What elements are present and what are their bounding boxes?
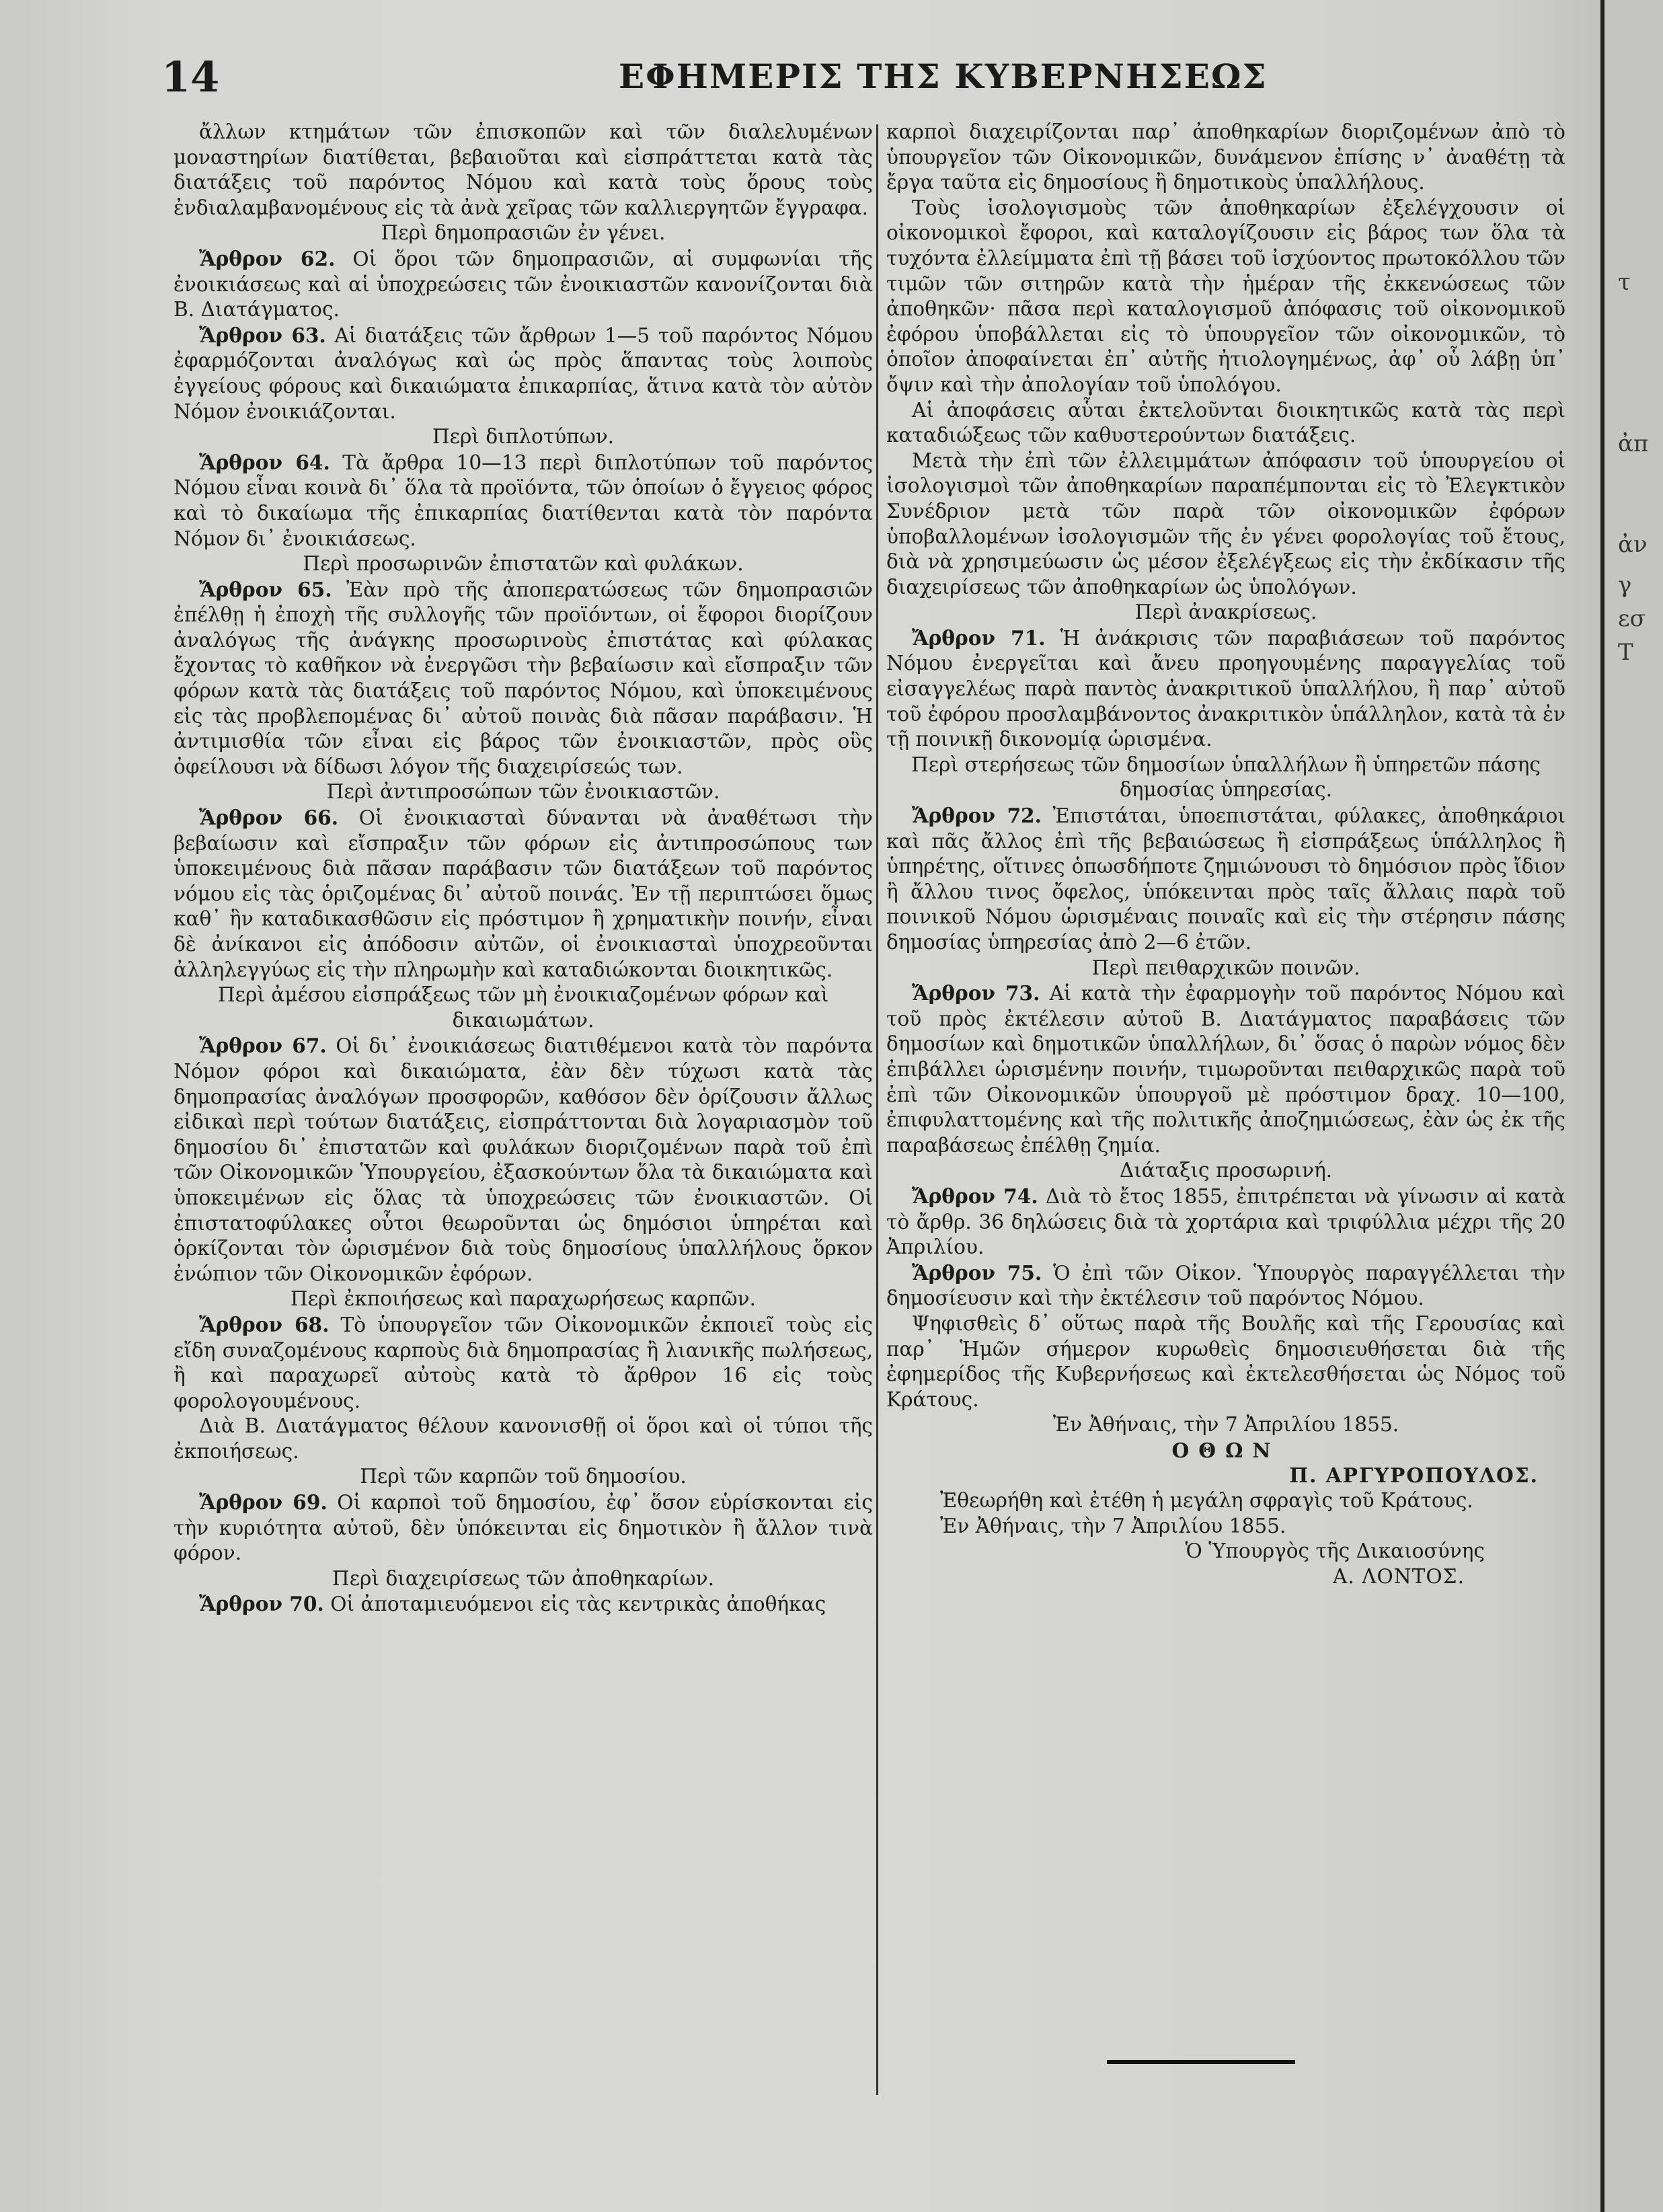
article-paragraph	[173, 805, 873, 983]
text: Οἱ δι᾽ ἐνοικιάσεως διατιθέμενοι κατὰ τὸν παρόντα Νόμον φόροι καὶ δικαιώματα, ἐὰν δὲν τύχωσι κατὰ τὰς δημοπρασίας ἀναλόγων προσφορῶν, καθόσον δὲν ὁρίζουσιν ἄλλως εἰδικαὶ περὶ τούτων διατάξεις, εἰσπράττονται διὰ λογαριασμὸν τοῦ δημοσίου δι᾽ ἐπιστατῶν καὶ φυλάκων διοριζομένων παρὰ τοῦ ἐπὶ τῶν Οἰκονομικῶν Ὑπουργείου, ἐξασκούντων ὅλα τὰ δικαιώματα καὶ ὑποκειμένων εἰς ὅλας τὰ ὑποχρεώσεις τῶν ἐνοικιαστῶν. Οἱ ἐπιστατοφύλακες οὗτοι θεωροῦνται ὡς δημόσιοι ὑπηρέται καὶ ὁρκίζονται τὸν ὡρισμένον διὰ τοὺς δημοσίους ὑπαλλήλους ὅρκον ἐνώπιον τῶν Οἰκονομικῶν ἐφόρων.	[173, 1034, 873, 1285]
article-label: Ἄρθρον 65.	[199, 577, 332, 601]
article-paragraph	[173, 577, 873, 780]
article-paragraph	[173, 450, 873, 551]
section-heading	[173, 1566, 873, 1592]
section-heading	[886, 753, 1565, 803]
margin-fragment: εσ	[1618, 605, 1646, 632]
section-heading	[886, 600, 1565, 625]
paragraph	[886, 120, 1565, 196]
article-paragraph	[173, 1490, 873, 1566]
text: Περὶ ἀντιπροσώπων τῶν ἐνοικιαστῶν.	[326, 780, 720, 804]
section-heading	[173, 1464, 873, 1490]
signature-line	[886, 1514, 1565, 1539]
margin-fragment: Τ	[1618, 639, 1633, 666]
signature-line	[886, 1539, 1565, 1564]
text: Περὶ διπλοτύπων.	[432, 425, 615, 449]
text: Ἡ ἀνάκρισις τῶν παραβιάσεων τοῦ παρόντος Νόμου ἐνεργεῖται καὶ ἄνευ προηγουμένης παραγγελίας τοῦ εἰσαγγελέως παρὰ παντὸς ἀνακριτικοῦ ὑπαλλήλου, ἢ παρ᾽ αὐτοῦ τοῦ ἐφόρου προσλαμβάνοντος ἀνακριτικὸν ὑπάλληλον, κατὰ τὰ ἐν τῇ ποινικῇ δικονομίᾳ ὡρισμένα.	[886, 626, 1565, 751]
article-paragraph	[173, 1312, 873, 1414]
text: ΟΘΩΝ	[1171, 1438, 1280, 1462]
running-title: ΕΦΗΜΕΡΙΣ ΤΗΣ ΚΥΒΕΡΝΗΣΕΩΣ	[619, 56, 1268, 96]
section-heading	[173, 424, 873, 450]
article-paragraph	[886, 625, 1565, 753]
text: Περὶ ἀνακρίσεως.	[1134, 601, 1317, 624]
text: καρποὶ διαχειρίζονται παρ᾽ ἀποθηκαρίων διοριζομένων ἀπὸ τὸ ὑπουργεῖον τῶν Οἰκονομικῶν, δυνάμενον ἐπίσης ν᾽ ἀναθέτῃ τὰ ἔργα ταῦτα εἰς δημοσίους ἢ δημοτικοὺς ὑπαλλήλους.	[886, 120, 1565, 194]
paragraph	[173, 1414, 873, 1464]
section-heading	[173, 551, 873, 577]
text: Ἐπιστάται, ὑποεπιστάται, φύλακες, ἀποθηκάριοι καὶ πᾶς ἄλλος ἐπὶ τῆς βεβαιώσεως ἢ εἰσπράξεως ὑπάλληλος ἢ ὑπηρέτης, οἵτινες ὁπωσδήποτε ζημιώνουσι τὸ δημόσιον πρὸς ἴδιον ἢ ἄλλου τινος ὄφελος, ὑπόκεινται πρὸς ταῖς ἄλλαις παρὰ τοῦ ποινικοῦ Νόμου ὡρισμέναις ποιναῖς καὶ εἰς τὴν στέρησιν πάσης δημοσίας ὑπηρεσίας ἀπὸ 2—6 ἐτῶν.	[886, 804, 1565, 954]
section-heading	[173, 221, 873, 246]
article-paragraph	[173, 1033, 873, 1287]
text: Περὶ διαχειρίσεως τῶν ἀποθηκαρίων.	[332, 1566, 715, 1590]
text: Μετὰ τὴν ἐπὶ τῶν ἐλλειμμάτων ἀπόφασιν τοῦ ὑπουργείου οἱ ἰσολογισμοὶ τῶν ἀποθηκαρίων παραπέμπονται εἰς τὸ Ἐλεγκτικὸν Συνέδριον μετὰ τῶν παρὰ τῶν οἰκονομικῶν ἐφόρων ὑποβαλλομένων ἰσολογισμῶν τῆς ἐν γένει φορολογίας τοῦ ἔτους, διὰ νὰ χρησιμεύωσιν ὡς μέσον ἐξελέγξεως εἰς τὴν ἐκδίκασιν τῆς διαχειρίσεως τῶν ἀποθηκαρίων ὡς ὑπολόγων.	[886, 449, 1565, 599]
signature-line	[886, 1438, 1565, 1463]
section-heading	[886, 1158, 1565, 1184]
text: ἄλλων κτημάτων τῶν ἐπισκοπῶν καὶ τῶν διαλελυμένων μοναστηρίων διατίθεται, βεβαιοῦται καὶ εἰσπράττεται κατὰ τὰς διατάξεις τοῦ παρόντος Νόμου καὶ κατὰ τοὺς ὅρους τοὺς ἐνδιαλαμβανομένους εἰς τὰ ἀνὰ χεῖρας τῶν καλλιεργητῶν ἔγγραφα.	[173, 120, 873, 219]
paragraph	[886, 1412, 1565, 1438]
margin-fragment: ἀπ	[1618, 430, 1649, 457]
article-paragraph	[173, 1591, 873, 1617]
text: Αἱ ἀποφάσεις αὗται ἐκτελοῦνται διοικητικῶς κατὰ τὰς περὶ καταδιώξεως τῶν καθυστερούντων διατάξεις.	[886, 398, 1565, 447]
article-label: Ἄρθρον 72.	[912, 804, 1042, 828]
text: Περὶ ἐκποιήσεως καὶ παραχωρήσεως καρπῶν.	[290, 1287, 757, 1311]
text: Ὁ Ὑπουργὸς τῆς Δικαιοσύνης	[1185, 1539, 1485, 1563]
signature-line	[886, 1463, 1565, 1488]
text: Οἱ ἐνοικιασταὶ δύνανται νὰ ἀναθέτωσι τὴν βεβαίωσιν καὶ εἴσπραξιν τῶν φόρων εἰς ἀντιπροσώπους των ὑποκειμένους διὰ πᾶσαν παράβασιν τῶν διατάξεων τοῦ παρόντος νόμου εἰς τὰς ὁριζομένας δι᾽ αὐτοῦ ποινάς. Ἐν τῇ περιπτώσει ὅμως καθ᾽ ἣν καταδικασθῶσιν εἰς πρόστιμον ἢ χρηματικὴν ποινήν, εἶναι δὲ ἀνίκανοι εἰς ἀπόδοσιν αὐτῶν, οἱ ἐνοικιασταὶ ὑποχρεοῦνται ἀλληλεγγύως εἰς τὴν πληρωμὴν καὶ καταδιώκονται διοικητικῶς.	[173, 806, 873, 981]
text: Ἐὰν πρὸ τῆς ἀποπερατώσεως τῶν δημοπρασιῶν ἐπέλθῃ ἡ ἐποχὴ τῆς συλλογῆς τῶν προϊόντων, οἱ ἔφοροι διορίζουν ἀναλόγως τῆς ἀνάγκης προσωρινοὺς ἐπιστάτας καὶ φύλακας ἔχοντας τὸ καθῆκον νὰ ἐνεργῶσι τὴν βεβαίωσιν καὶ εἴσπραξιν τῶν φόρων κατὰ τὰς διατάξεις τοῦ παρόντος Νόμου, καὶ ὑποκειμένους εἰς τὰς προβλεπομένας δι᾽ αὐτοῦ ποινὰς διὰ πᾶσαν παράβασιν. Ἡ ἀντιμισθία τῶν εἶναι εἰς βάρος τῶν ἐνοικιαστῶν, πρὸς οὓς ὀφείλουσι νὰ δίδωσι λόγον τῆς διαχειρίσεώς των.	[173, 578, 873, 778]
end-rule	[1107, 2060, 1295, 2064]
text: Αἱ διατάξεις τῶν ἄρθρων 1—5 τοῦ παρόντος Νόμου ἐφαρμόζονται ἀναλόγως καὶ ὡς πρὸς ἅπαντας τοὺς λοιποὺς ἐγγείους φόρους καὶ δικαιώματα ἐπικαρπίας, ἅτινα κατὰ τὸν αὐτὸν Νόμον ἐνοικιάζονται.	[173, 323, 873, 423]
margin-fragment: τ	[1618, 269, 1631, 296]
article-paragraph	[886, 981, 1565, 1158]
left-column	[173, 120, 873, 2092]
text: Διάταξις προσωρινή.	[1119, 1159, 1333, 1182]
text: Περὶ πειθαρχικῶν ποινῶν.	[1091, 956, 1360, 979]
article-label: Ἄρθρον 62.	[199, 246, 336, 270]
section-heading	[886, 956, 1565, 981]
page-number: 14	[161, 52, 220, 102]
article-label: Ἄρθρον 70.	[199, 1592, 324, 1616]
text: Α. ΛΟΝΤΟΣ.	[1332, 1564, 1465, 1588]
article-paragraph	[173, 323, 873, 424]
margin-fragment: γ	[1618, 572, 1632, 599]
article-label: Ἄρθρον 73.	[912, 981, 1040, 1005]
text: Περὶ δημοπρασιῶν ἐν γένει.	[381, 221, 666, 245]
paragraph	[886, 398, 1565, 449]
article-label: Ἄρθρον 63.	[199, 323, 326, 347]
article-label: Ἄρθρον 71.	[912, 625, 1046, 650]
signature-line	[886, 1564, 1565, 1590]
text: Τοὺς ἰσολογισμοὺς τῶν ἀποθηκαρίων ἐξελέγχουσιν οἱ οἰκονομικοὶ ἔφοροι, καὶ καταλογίζουσιν εἰς βάρος των ὅλα τὰ τυχόντα ἐλλείμματα ἐπὶ τῇ βάσει τοῦ ἰσχύοντος πρωτοκόλλου τῶν τιμῶν τῶν σιτηρῶν κατὰ τὴν ἡμέραν τῆς ἐκκενώσεως τῶν ἀποθηκῶν· πᾶσα περὶ καταλογισμοῦ ἀπόφασις τοῦ οἰκονομικοῦ ἐφόρου ὑποβάλλεται εἰς τὸ ὑπουργεῖον τῶν οἰκονομικῶν, τὸ ὁποῖον ἀποφαίνεται ἐπ᾽ αὐτῆς ἠτιολογημένως, ἀφ᾽ οὗ λάβῃ ὑπ᾽ ὄψιν καὶ τὴν ἀπολογίαν τοῦ ὑπολόγου.	[886, 196, 1565, 396]
article-label: Ἄρθρον 69.	[199, 1490, 327, 1515]
page-header	[161, 52, 1268, 106]
article-label: Ἄρθρον 74.	[912, 1184, 1038, 1208]
article-label: Ἄρθρον 66.	[199, 806, 339, 830]
paragraph	[886, 1311, 1565, 1412]
text: Ψηφισθεὶς δ᾽ οὕτως παρὰ τῆς Βουλῆς καὶ τῆς Γερουσίας καὶ παρ᾽ Ἡμῶν σήμερον κυρωθεὶς δημοσιευθήσεται διὰ τῆς ἐφημερίδος τῆς Κυβερνήσεως καὶ ἐκτελεσθήσεται ὡς Νόμος τοῦ Κράτους.	[886, 1311, 1565, 1411]
text: Περὶ ἀμέσου εἰσπράξεως τῶν μὴ ἐνοικιαζομένων φόρων καὶ δικαιωμάτων.	[217, 983, 829, 1032]
text: Περὶ στερήσεως τῶν δημοσίων ὑπαλλήλων ἢ ὑπηρετῶν πάσης δημοσίας ὑπηρεσίας.	[911, 753, 1541, 802]
article-paragraph	[886, 803, 1565, 956]
article-label: Ἄρθρον 64.	[199, 450, 330, 474]
article-paragraph	[886, 1184, 1565, 1260]
article-label: Ἄρθρον 67.	[199, 1034, 327, 1058]
section-heading	[173, 983, 873, 1033]
paragraph	[886, 196, 1565, 398]
text: Διὰ τὸ ἔτος 1855, ἐπιτρέπεται νὰ γίνωσιν αἱ κατὰ τὸ ἄρθρ. 36 δηλώσεις διὰ τὰ χορτάρια καὶ τριφύλλια μέχρι τῆς 20 Ἀπριλίου.	[886, 1184, 1565, 1259]
paragraph	[173, 120, 873, 221]
signature-line	[886, 1488, 1565, 1514]
adjacent-page-edge	[1600, 0, 1663, 2212]
text: Ἐθεωρήθη καὶ ἐτέθη ἡ μεγάλη σφραγὶς τοῦ Κράτους.	[940, 1489, 1473, 1513]
text: Ὁ ἐπὶ τῶν Οἰκον. Ὑπουργὸς παραγγέλλεται τὴν δημοσίευσιν καὶ τὴν ἐκτέλεσιν τοῦ παρόντος Νόμου.	[886, 1261, 1565, 1310]
text: Οἱ ὅροι τῶν δημοπρασιῶν, αἱ συμφωνίαι τῆς ἐνοικιάσεως καὶ αἱ ὑποχρεώσεις τῶν ἐνοικιαστῶν κανονίζονται διὰ Β. Διατάγματος.	[173, 247, 873, 321]
section-heading	[173, 779, 873, 805]
margin-fragment: ἀν	[1618, 531, 1648, 558]
text: Οἱ καρποὶ τοῦ δημοσίου, ἐφ᾽ ὅσον εὑρίσκονται εἰς τὴν κυριότητα αὐτοῦ, δὲν ὑπόκεινται εἰς δημοτικὸν ἢ ἄλλον τινὰ φόρον.	[173, 1491, 873, 1565]
text: Ἐν Ἀθήναις, τὴν 7 Ἀπριλίου 1855.	[940, 1514, 1286, 1537]
text: Περὶ προσωρινῶν ἐπιστατῶν καὶ φυλάκων.	[303, 552, 744, 576]
article-label: Ἄρθρον 68.	[199, 1312, 330, 1336]
text: Τὰ ἄρθρα 10—13 περὶ διπλοτύπων τοῦ παρόντος Νόμου εἶναι κοινὰ δι᾽ ὅλα τὰ προϊόντα, τῶν ὁποίων ὁ ἔγγειος φόρος καὶ τὸ δικαίωμα τῆς ἐπικαρπίας διατίθενται κατὰ τὸν παρόντα Νόμον δι᾽ ἐνοικιάσεως.	[173, 451, 873, 550]
text: Οἱ ἀποταμιευόμενοι εἰς τὰς κεντρικὰς ἀποθήκας	[330, 1593, 826, 1616]
text: Διὰ Β. Διατάγματος θέλουν κανονισθῇ οἱ ὅροι καὶ οἱ τύποι τῆς ἐκποιήσεως.	[173, 1414, 873, 1463]
text: Π. ΑΡΓΥΡΟΠΟΥΛΟΣ.	[1289, 1463, 1539, 1488]
column-divider	[876, 124, 878, 2095]
right-column	[886, 120, 1565, 2092]
article-paragraph	[886, 1260, 1565, 1311]
text: Αἱ κατὰ τὴν ἐφαρμογὴν τοῦ παρόντος Νόμου καὶ τοῦ πρὸς ἐκτέλεσιν αὐτοῦ Β. Διατάγματος παραβάσεις τῶν δημοσίων καὶ δημοτικῶν ὑπαλλήλων, δι᾽ ὅσας ὁ παρὼν νόμος δὲν ἐπιβάλλει ὡρισμένην ποινήν, τιμωροῦνται πειθαρχικῶς παρὰ τοῦ ἐπὶ τῶν Οἰκονομικῶν ὑπουργοῦ μὲ πρόστιμον δραχ. 10—100, ἐπιφυλαττομένης καὶ τῆς πολιτικῆς ἀποζημιώσεως, ἐὰν ὡς ἐκ τῆς παραβάσεως ἐπέλθῃ ζημία.	[886, 982, 1565, 1157]
paragraph	[886, 449, 1565, 601]
text: Ἐν Ἀθήναις, τὴν 7 Ἀπριλίου 1855.	[1052, 1413, 1399, 1437]
text: Περὶ τῶν καρπῶν τοῦ δημοσίου.	[360, 1465, 687, 1488]
text: Τὸ ὑπουργεῖον τῶν Οἰκονομικῶν ἐκποιεῖ τοὺς εἰς εἴδη συναζομένους καρποὺς διὰ δημοπρασίας ἢ λιανικῆς πωλήσεως, ἢ καὶ παραχωρεῖ αὐτοὺς κατὰ τὸ ἄρθρον 16 εἰς τοὺς φορολογουμένους.	[173, 1313, 873, 1412]
article-paragraph	[173, 246, 873, 323]
section-heading	[173, 1287, 873, 1312]
article-label: Ἄρθρον 75.	[912, 1260, 1042, 1285]
